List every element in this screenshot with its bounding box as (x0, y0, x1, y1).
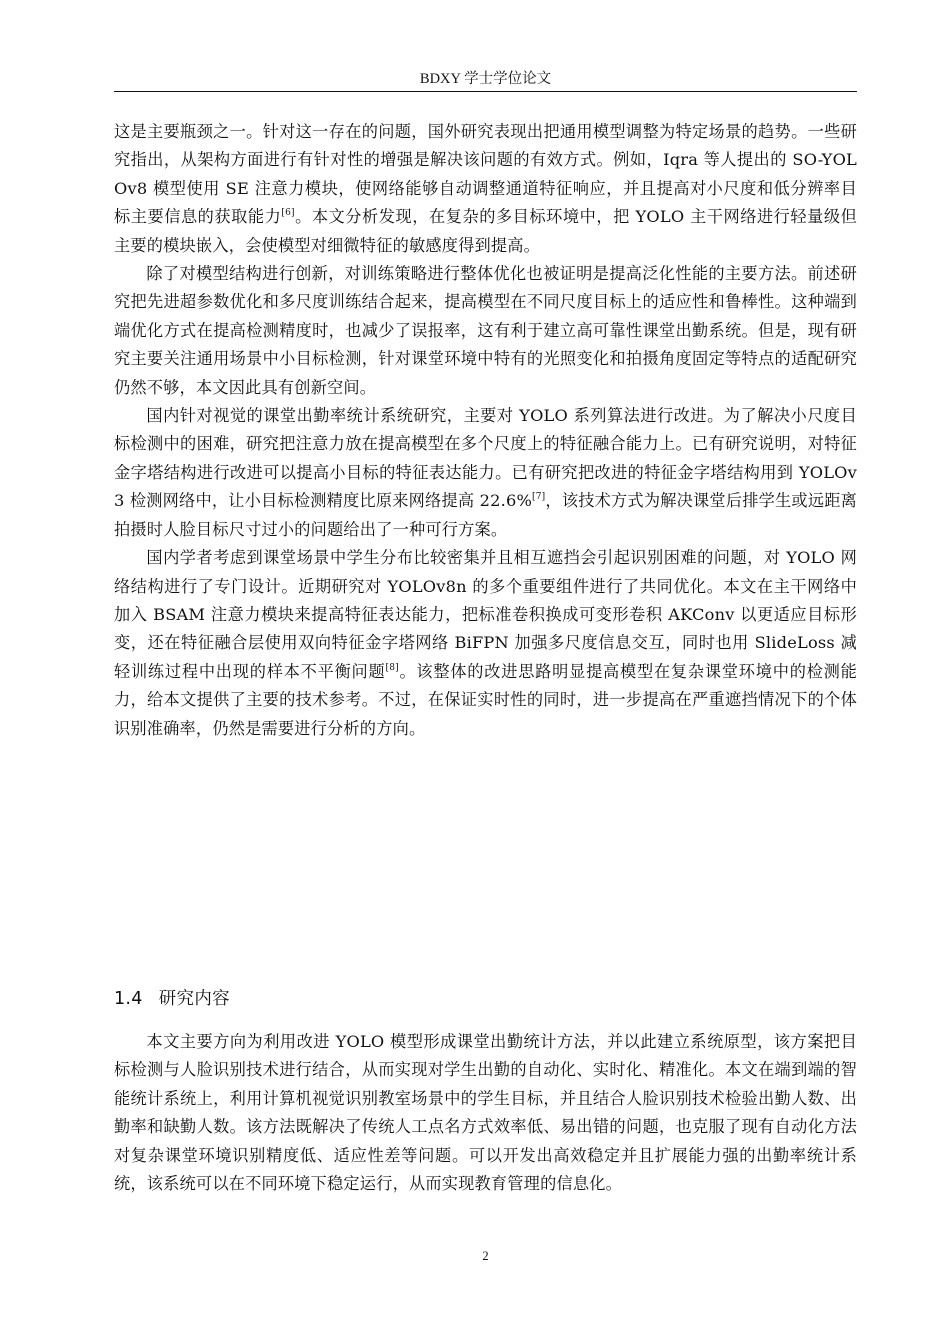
paragraph-2-text: 除了对模型结构进行创新，对训练策略进行整体优化也被证明是提高泛化性能的主要方法。前述研究把先进超参数优化和多尺度训练结合起来，提高模型在不同尺度目标上的适应性和鲁棒性。这种端到端优化方式在提高检测精度时，也减少了误报率，这有利于建立高可靠性课堂出勤系统。但是，现有研究主要关注通用场景中小目标检测，针对课堂环境中特有的光照变化和拍摄角度固定等特点的适配研究仍然不够，本文因此具有创新空间。 (114, 264, 857, 397)
section-paragraph: 本文主要方向为利用改进 YOLO 模型形成课堂出勤统计方法，并以此建立系统原型，该方案把目标检测与人脸识别技术进行结合，从而实现对学生出勤的自动化、实时化、精准化。本文在端到端的智能统计系统上，利用计算机视觉识别教室场景中的学生目标，并且结合人脸识别技术检验出勤人数、出勤率和缺勤人数。该方法既解决了传统人工点名方式效率低、易出错的问题，也克服了现有自动化方法对复杂课堂环境识别精度低、适应性差等问题。可以开发出高效稳定并且扩展能力强的出勤率统计系统，该系统可以在不同环境下稳定运行，从而实现教育管理的信息化。 (114, 1032, 857, 1194)
section-heading (114, 987, 230, 1011)
body-text (114, 118, 857, 743)
section-number: 1.4 (114, 989, 143, 1009)
section-title: 研究内容 (158, 989, 230, 1009)
citation-7: [7] (532, 492, 546, 503)
header-rule (114, 91, 857, 92)
paragraph-1-text-a: 这是主要瓶颈之一。针对这一存在的问题，国外研究表现出把通用模型调整为特定场景的趋势。一些研究指出，从架构方面进行有针对性的增强是解决该问题的有效方式。例如，Iqra 等人提出的 SO-YOLOv8 模型使用 SE 注意力模块，使网络能够自动调整通道特征响应，并且提高对小尺度和低分辨率目标主要信息的获取能力 (114, 122, 857, 227)
paragraph-4-text-b: 。该整体的改进思路明显提高模型在复杂课堂环境中的检测能力，给本文提供了主要的技术参考。不过，在保证实时性的同时，进一步提高在严重遮挡情况下的个体识别准确率，仍然是需要进行分析的方向。 (114, 661, 857, 738)
paragraph-2 (114, 260, 857, 402)
paragraph-1-text-b: 。本文分析发现，在复杂的多目标环境中，把 YOLO 主干网络进行轻量级但主要的模块嵌入，会使模型对细微特征的敏感度得到提高。 (114, 207, 858, 255)
page-number: 2 (482, 1249, 489, 1263)
citation-6: [6] (281, 208, 295, 219)
paragraph-3-text-b: ，该技术方式为解决课堂后排学生或远距离拍摄时人脸目标尺寸过小的问题给出了一种可行方案。 (114, 491, 858, 539)
citation-8: [8] (385, 662, 399, 673)
paragraph-3-text-a: 国内针对视觉的课堂出勤率统计系统研究，主要对 YOLO 系列算法进行改进。为了解决小尺度目标检测中的困难，研究把注意力放在提高模型在多个尺度上的特征融合能力上。已有研究说明，对特征金字塔结构进行改进可以提高小目标的特征表达能力。已有研究把改进的特征金字塔结构用到 YOLOv3 检测网络中，让小目标检测精度比原来网络提高 22.6% (114, 406, 857, 511)
page-header: BDXY 学士学位论文 (419, 71, 552, 87)
paragraph-4 (114, 544, 857, 743)
paragraph-1 (114, 118, 857, 260)
section-body (114, 1028, 857, 1198)
paragraph-4-text-a: 国内学者考虑到课堂场景中学生分布比较密集并且相互遮挡会引起识别困难的问题，对 YOLO 网络结构进行了专门设计。近期研究对 YOLOv8n 的多个重要组件进行了共同优化。本文在主干网络中加入 BSAM 注意力模块来提高特征表达能力，把标准卷积换成可变形卷积 AKConv 以更适应目标形变，还在特征融合层使用双向特征金字塔网络 BiFPN 加强多尺度信息交互，同时也用 SlideLoss 减轻训练过程中出现的样本不平衡问题 (114, 548, 857, 681)
paragraph-3 (114, 402, 857, 544)
